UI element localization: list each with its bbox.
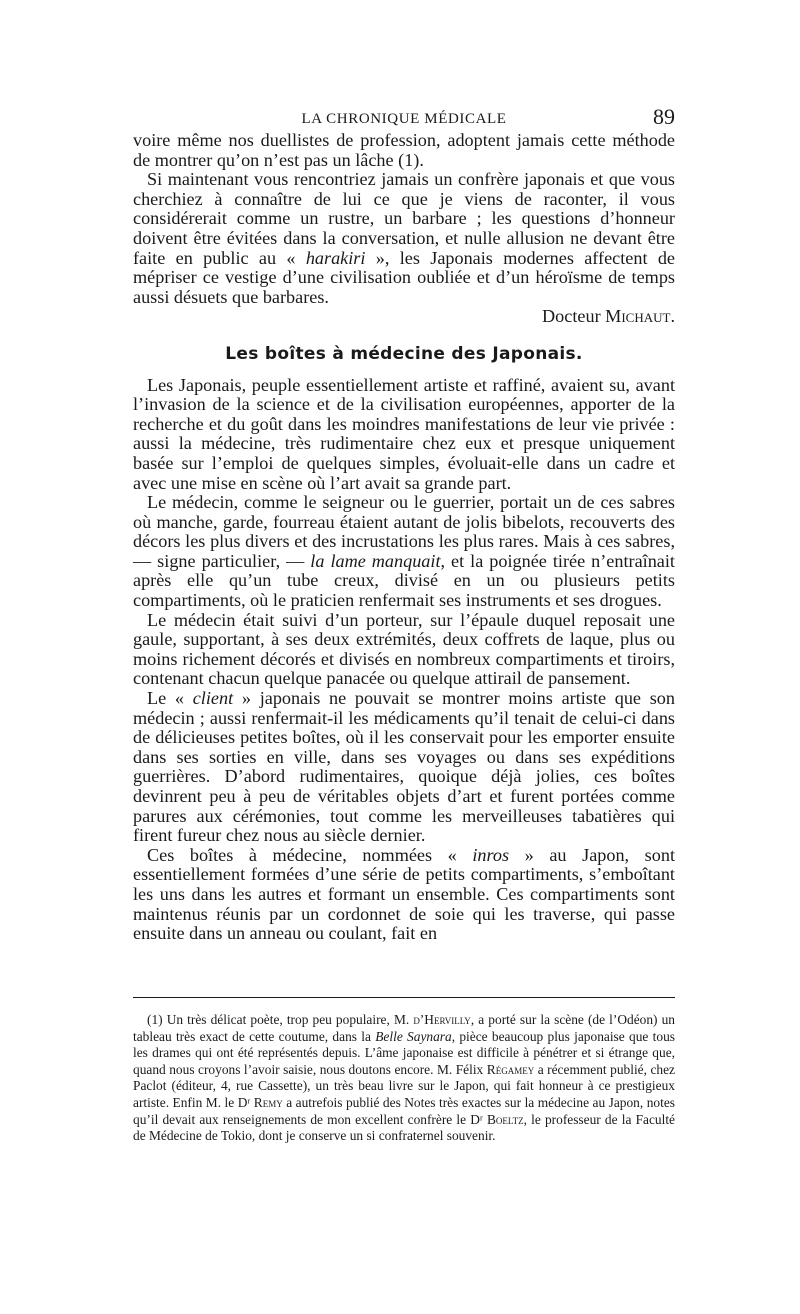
footnote-name: Boeltz	[487, 1111, 524, 1127]
italic-term: harakiri	[305, 247, 366, 268]
paragraph	[133, 611, 675, 689]
paragraph	[133, 131, 675, 170]
footnote-title: Belle Saynara	[375, 1028, 452, 1044]
italic-term: la lame manquait	[310, 550, 441, 571]
author-signature	[133, 307, 675, 327]
paragraph	[133, 376, 675, 494]
footnote-text: a autrefois publié des Notes très exactes sur la médecine au Japon, notes qu’il devait aux renseignements de mon excellent confrère le Dʳ	[133, 1094, 675, 1127]
paragraph-text: Le médecin était suivi d’un porteur, sur l’épaule duquel reposait une gaule, supportant, à ses deux extrémités, deux coffrets de laque, plus ou moins richement décorés et divisés en nombreux compartiments et tiroirs, contenant chacun quelque panacée ou quelque attirail de pansement.	[133, 609, 675, 689]
footnote-text: , pièce beaucoup plus japonaise que tous les drames qui ont été représentés depuis. L’âme japonaise est difficile à pénétrer et si étrange que, quand nous croyons l’avoir saisie, nous doutons encore. M. Félix	[133, 1028, 675, 1077]
paragraph-text: , et la poignée tirée n’entraînait après elle qu’un tube creux, divisé en un ou plusieurs petits compartiments, où le praticien renfermait ses instruments et ses drogues.	[133, 550, 675, 611]
footnote-text: (1) Un très délicat poète, trop peu populaire, M.	[147, 1012, 414, 1027]
paragraph	[133, 170, 675, 307]
footnote-name: d’Hervilly	[413, 1012, 471, 1027]
signature-name: Michaut.	[605, 306, 675, 327]
paragraph-text: » au Japon, sont essentiellement formées d’une série de petits compartiments, s’emboîtant les uns dans les autres et formant un ensemble. Ces compartiments sont maintenus réunis par un cordonnet de soie qui les traverse, qui passe ensuite dans un anneau ou coulant, fait en	[133, 844, 676, 944]
paragraph-text: Si maintenant vous rencontriez jamais un confrère japonais et que vous cherchiez à connaître de lui ce que je viens de raconter, il vous considérerait comme un rustre, un barbare ; les questions d’honneur doivent être évitées dans la conversation, et nulle allusion ne devant être faite en public au «	[133, 169, 675, 268]
paragraph-text: voire même nos duellistes de profession, adoptent jamais cette méthode de montrer qu’on n’est pas un lâche (1).	[133, 130, 675, 170]
paragraph	[133, 689, 675, 846]
footnote	[133, 1012, 675, 1145]
signature-title: Docteur	[542, 306, 601, 327]
paragraph-text: Les Japonais, peuple essentiellement artiste et raffiné, avaient su, avant l’invasion de la science et de la civilisation européennes, apporter de la recherche et du goût dans les moindres manifestations de leur vie privée : aussi la médecine, très rudimentaire chez eux et presque uniquement basée sur l’emploi de quelques simples, évoluait-elle dans un cadre et avec une mise en scène où l’art avait sa grande part.	[133, 374, 675, 493]
footnote-name: Régamey	[486, 1061, 535, 1077]
section-title: Les boîtes à médecine des Japonais.	[225, 343, 583, 364]
footnote-text: , a porté sur la scène (de l’Odéon) un tableau très exact de cette coutume, dans la	[133, 1012, 675, 1044]
footnote-name: Remy	[253, 1094, 283, 1110]
page-number: 89	[653, 104, 675, 129]
running-title: LA CHRONIQUE MÉDICALE	[301, 111, 507, 127]
footnote-text: a récemment publié, chez Paclot (éditeur, 4, rue Cassette), un très beau livre sur le Japon, qui fait honneur à ce prestigieux artiste. Enfin M. le Dʳ	[133, 1061, 675, 1110]
paragraph-text: Le médecin, comme le seigneur ou le guerrier, portait un de ces sabres où manche, garde, fourreau étaient autant de jolis bibelots, recouverts des décors les plus divers et des incrustations les plus rares. Mais à ces sabres, — signe particulier, —	[133, 492, 675, 571]
paragraph-text: », les Japonais modernes affectent de mépriser ce vestige d’une civilisation oubliée et d’un héroïsme de temps aussi désuets que barbares.	[133, 247, 675, 307]
italic-term: inros	[472, 844, 510, 865]
body-text	[133, 131, 675, 944]
footnote-text: , le professeur de la Faculté de Médecine de Tokio, dont je conserve un si confraternel souvenir.	[133, 1111, 675, 1144]
paragraph-text: » japonais ne pouvait se montrer moins artiste que son médecin ; aussi renfermait-il les médicaments qu’il tenait de celui-ci dans de délicieuses petites boîtes, où il les conservait pour les emporter ensuite dans ses sorties en ville, dans ses voyages ou dans ses expéditions guerrières. D’abord rudimentaires, quoique déjà jolies, ces boîtes devinrent peu à peu de véritables objets d’art et furent portées comme parures aux cérémonies, tout comme les merveilleuses tabatières qui firent fureur chez nous au siècle dernier.	[133, 688, 675, 846]
italic-term: client	[192, 688, 234, 709]
paragraph-text: Ces boîtes à médecine, nommées «	[147, 844, 473, 865]
paragraph	[133, 846, 675, 944]
paragraph-text: Le «	[147, 688, 193, 709]
footnote-rule	[133, 997, 675, 998]
paragraph	[133, 493, 675, 611]
